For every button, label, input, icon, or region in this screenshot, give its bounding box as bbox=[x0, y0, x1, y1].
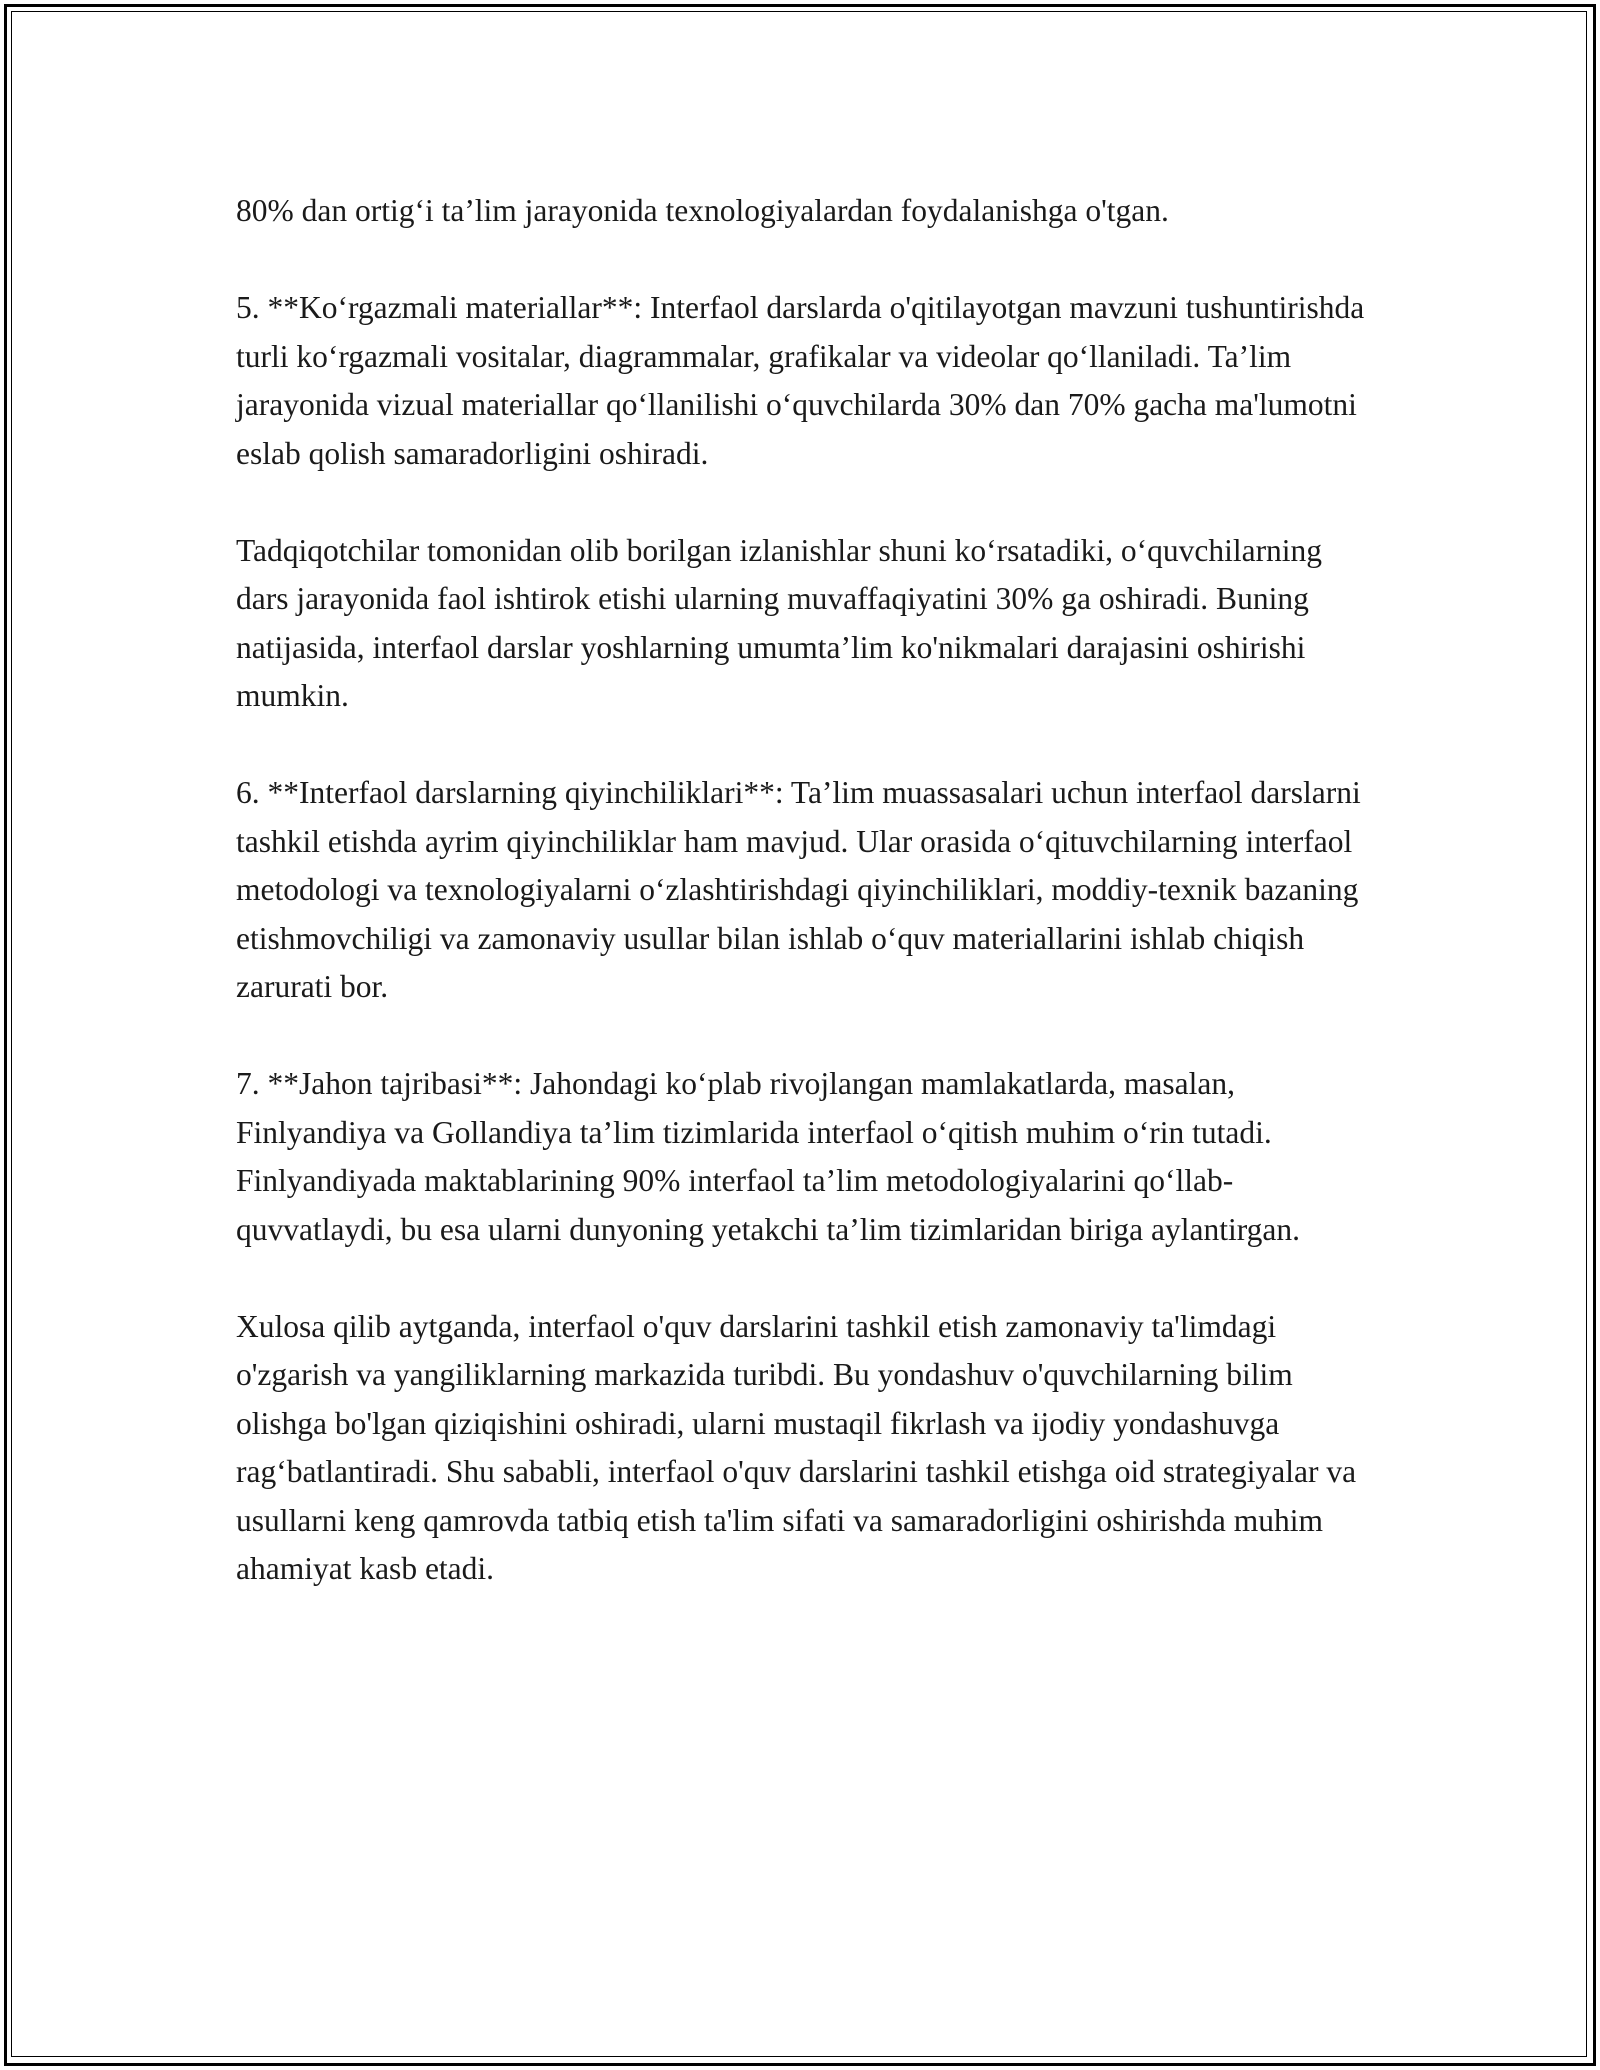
paragraph-world-experience: 7. **Jahon tajribasi**: Jahondagi ko‘plab rivojlangan mamlakatlarda, masalan, Finlyandiya va Gollandiya ta’lim tizimlarida interfaol o‘qitish muhim o‘rin tutadi. Finlyandiyada maktablarining 90% interfaol ta’lim metodologiyalarini qo‘llab-quvvatlaydi, bu esa ularni dunyoning yetakchi ta’lim tizimlaridan biriga aylantirgan. bbox=[236, 1066, 1301, 1247]
document-body bbox=[236, 187, 1366, 1642]
paragraph-research-findings: Tadqiqotchilar tomonidan olib borilgan izlanishlar shuni ko‘rsatadiki, o‘quvchilarning dars jarayonida faol ishtirok etishi ularning muvaffaqiyatini 30% ga oshiradi. Buning natijasida, interfaol darslar yoshlarning umumta’lim ko'nikmalari darajasini oshirishi mumkin. bbox=[236, 532, 1323, 713]
paragraph-challenges: 6. **Interfaol darslarning qiyinchiliklari**: Ta’lim muassasalari uchun interfaol darslarni tashkil etishda ayrim qiyinchiliklar ham mavjud. Ular orasida o‘qituvchilarning interfaol metodologi va texnologiyalarni o‘zlashtirishdagi qiyinchiliklari, moddiy-texnik bazaning etishmovchiligi va zamonaviy usullar bilan ishlab o‘quv materiallarini ishlab chiqish zarurati bor. bbox=[236, 775, 1361, 1004]
paragraph-conclusion: Xulosa qilib aytganda, interfaol o'quv darslarini tashkil etish zamonaviy ta'limdagi o'zgarish va yangiliklarning markazida turibdi. Bu yondashuv o'quvchilarning bilim olishga bo'lgan qiziqishini oshiradi, ularni mustaqil fikrlash va ijodiy yondashuvga rag‘batlantiradi. Shu sababli, interfaol o'quv darslarini tashkil etishga oid strategiyalar va usullarni keng qamrovda tatbiq etish ta'lim sifati va samaradorligini oshirishda muhim ahamiyat kasb etadi. bbox=[236, 1308, 1357, 1586]
paragraph-visual-materials: 5. **Ko‘rgazmali materiallar**: Interfaol darslarda o'qitilayotgan mavzuni tushuntirishda turli ko‘rgazmali vositalar, diagrammalar, grafikalar va videolar qo‘llaniladi. Ta’lim jarayonida vizual materiallar qo‘llanilishi o‘quvchilarda 30% dan 70% gacha ma'lumotni eslab qolish samaradorligini oshiradi. bbox=[236, 290, 1365, 471]
paragraph-intro-continuation: 80% dan ortig‘i ta’lim jarayonida texnologiyalardan foydalanishga o'tgan. bbox=[236, 193, 1169, 228]
